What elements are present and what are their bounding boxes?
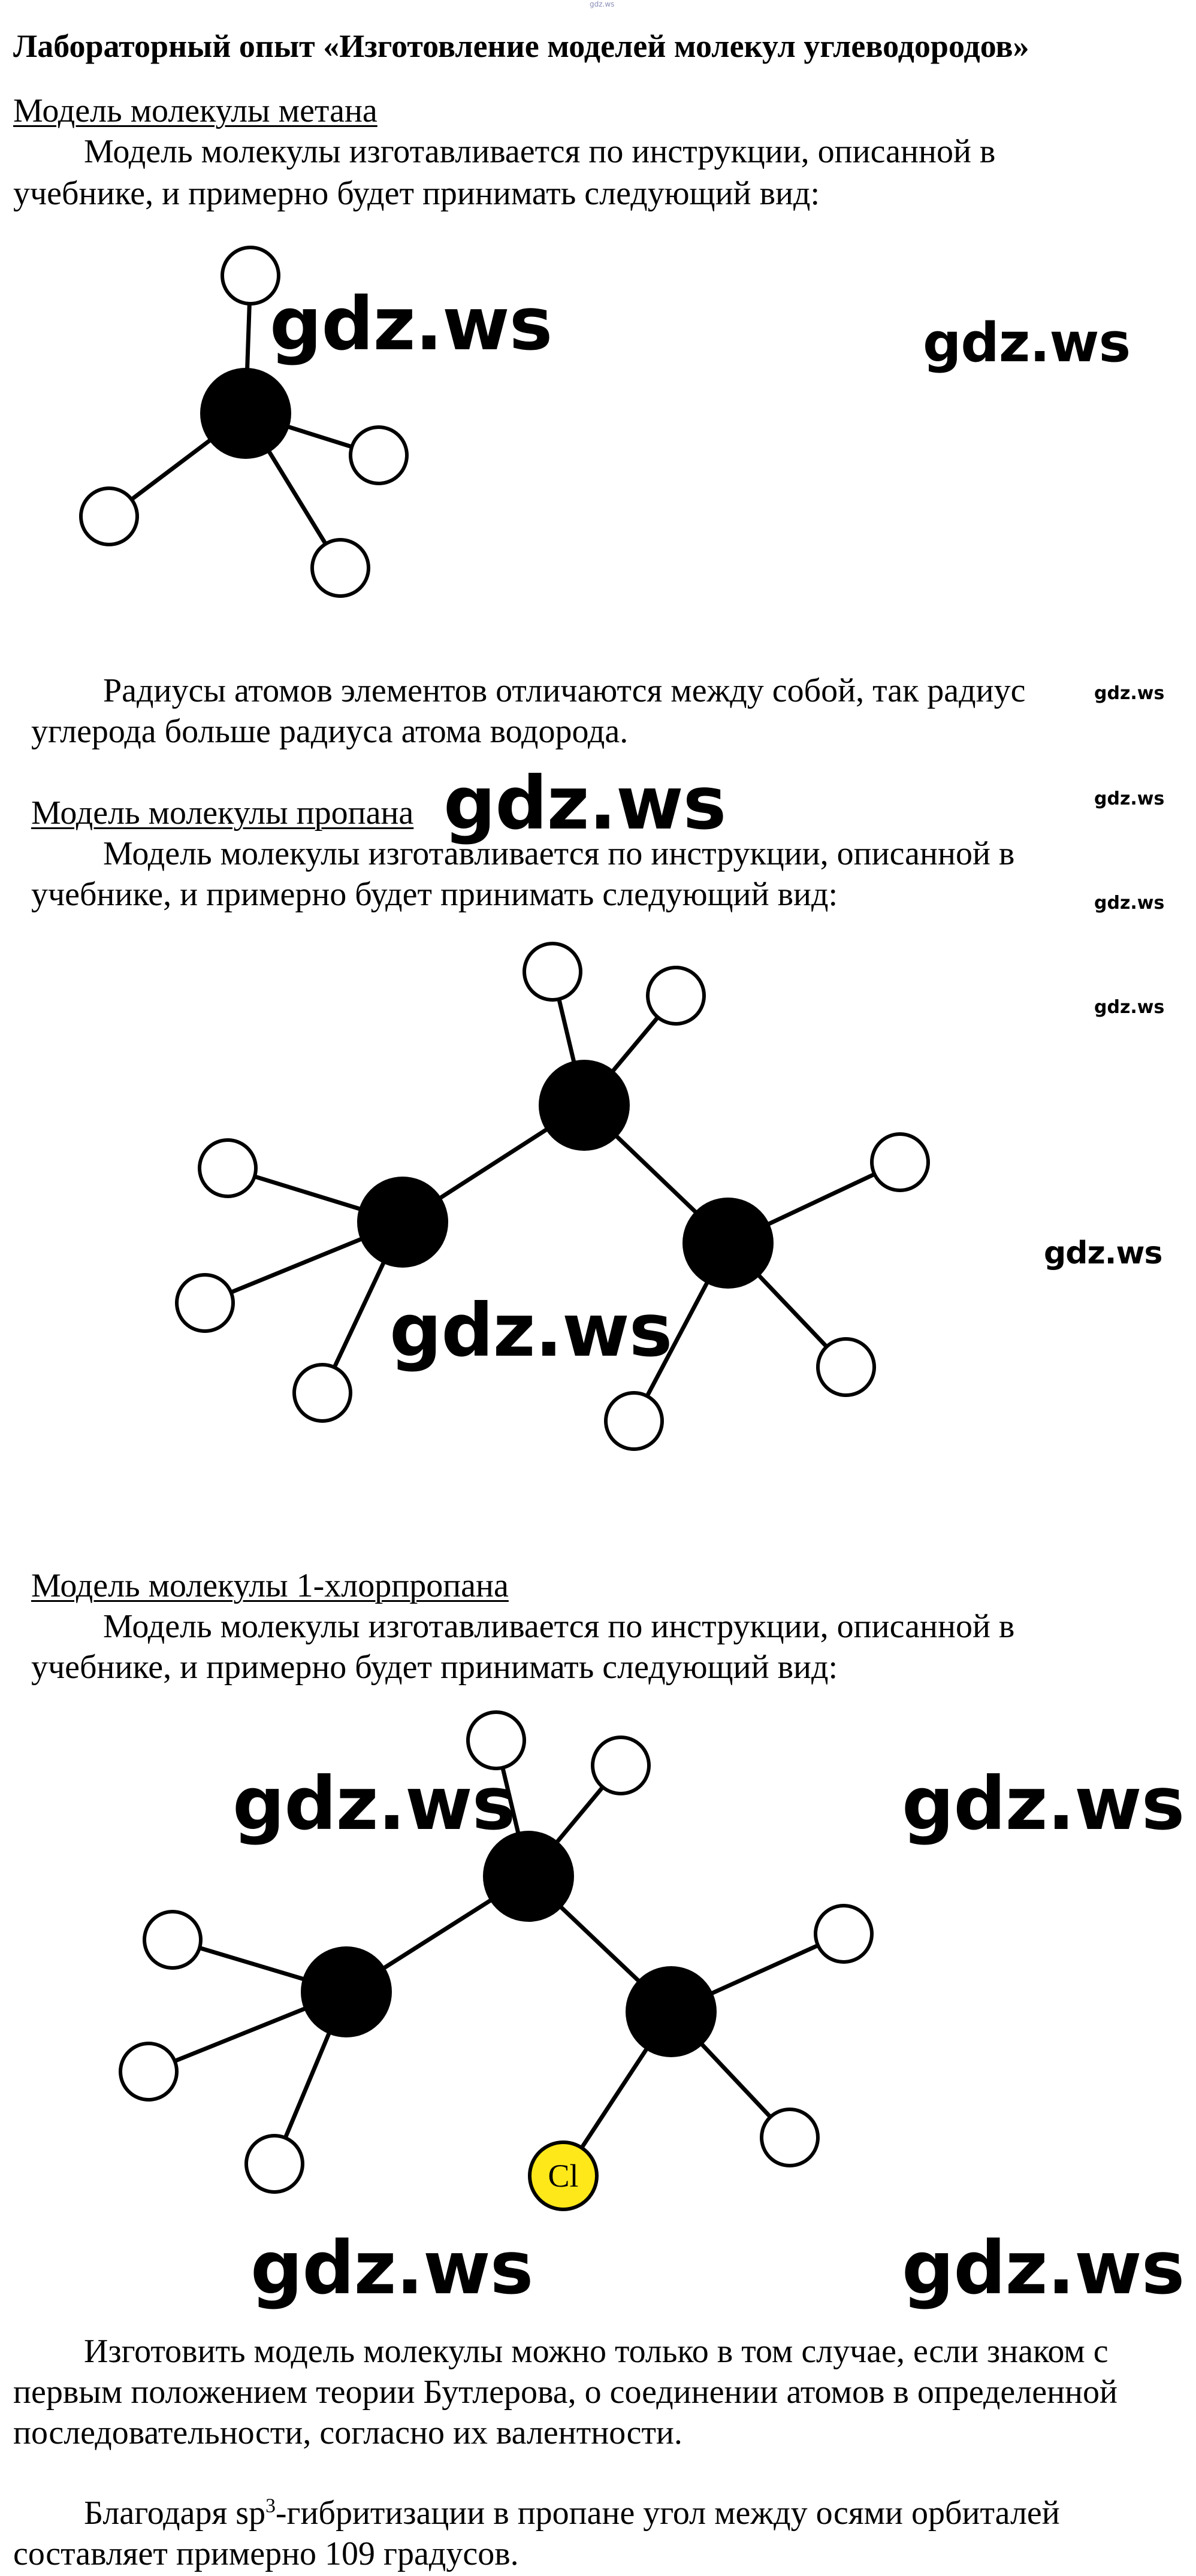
watermark: gdz.ws [902,2226,1185,2311]
chlorine-label: Cl [548,2158,579,2194]
page-title: Лабораторный опыт «Изготовление моделей молекул углеводородов» [13,28,1029,64]
methane-text-line2: учебнике, и примерно будет принимать следующий вид: [13,175,820,212]
watermark: gdz.ws [1094,788,1165,809]
watermark: gdz.ws [250,2226,533,2311]
hydrogen-atom [468,1712,524,1768]
hydrogen-atom [246,2136,303,2192]
conclusion-line1: Изготовить модель молекулы можно только в том случае, если знаком с [84,2333,1109,2370]
chloropropane-heading: Модель молекулы 1-хлорпропана [31,1567,509,1604]
watermark: gdz.ws [443,761,726,846]
conclusion-line2: первым положением теории Бутлерова, о соединении атомов в определенной [13,2374,1118,2411]
methane-note-line2: углерода больше радиуса атома водорода. [31,713,629,750]
hybridization-superscript: 3 [265,2495,276,2517]
hybridization-line1 [84,2492,1060,2534]
carbon-atom [626,1966,717,2057]
watermark: gdz.ws [1094,997,1165,1018]
conclusion-line3: последовательности, согласно их валентности. [13,2414,682,2451]
top-watermark: gdz.ws [590,0,615,8]
hydrogen-atom [144,1912,201,1968]
hybridization-pre: Благодаря sp [84,2495,266,2532]
hydrogen-atom [120,2043,177,2100]
watermark: gdz.ws [1094,683,1165,704]
hydrogen-atom [762,2109,818,2166]
watermark: gdz.ws [389,1288,672,1373]
chloropropane-text-line1: Модель молекулы изготавливается по инструкции, описанной в [103,1608,1015,1645]
propane-text-line1: Модель молекулы изготавливается по инструкции, описанной в [103,835,1015,872]
chloropropane-text-line2: учебнике, и примерно будет принимать следующий вид: [31,1649,838,1686]
watermark: gdz.ws [1094,893,1165,914]
watermark: gdz.ws [232,1761,515,1846]
methane-note-line1: Радиусы атомов элементов отличаются между собой, так радиус [103,672,1026,709]
watermark: gdz.ws [902,1761,1185,1846]
propane-text-line2: учебнике, и примерно будет принимать следующий вид: [31,876,838,913]
hydrogen-atom [593,1737,649,1794]
carbon-atom [301,1946,392,2037]
hybridization-line2: составляет примерно 109 градусов. [13,2535,519,2572]
watermark: gdz.ws [270,282,552,367]
hybridization-post: -гибритизации в пропане угол между осями орбиталей [275,2495,1060,2532]
methane-text-line1: Модель молекулы изготавливается по инструкции, описанной в [84,133,996,170]
propane-heading: Модель молекулы пропана [31,794,414,832]
watermark: gdz.ws [923,312,1131,374]
methane-heading: Модель молекулы метана [13,92,377,129]
hydrogen-atom [816,1906,872,1962]
watermark: gdz.ws [1044,1235,1162,1271]
